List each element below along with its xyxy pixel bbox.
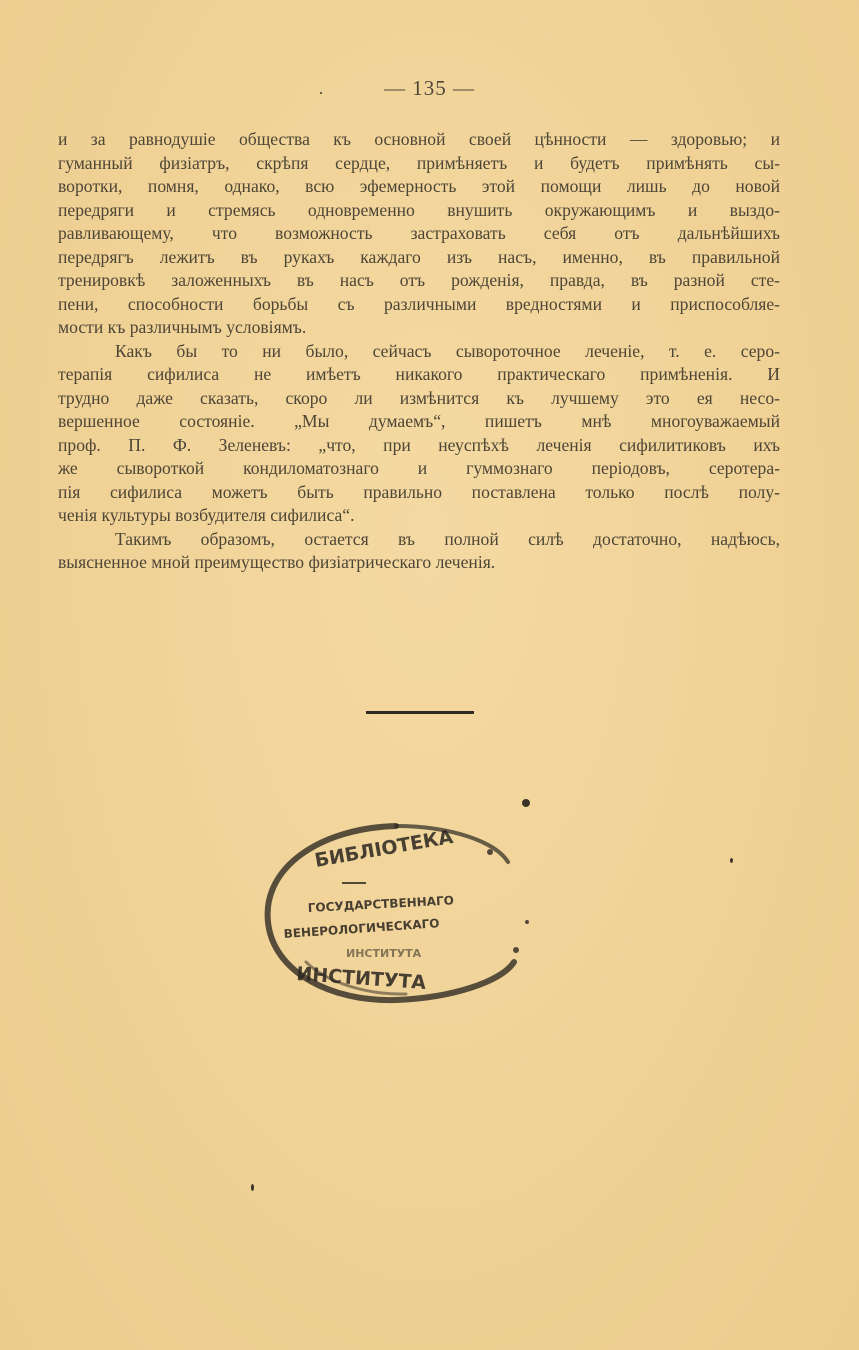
stamp-line-4: ИНСТИТУТА <box>346 947 422 960</box>
text-line: ченія культуры возбудителя сифилиса“. <box>58 505 355 525</box>
ink-speck <box>522 799 530 807</box>
text-line: равливающему, что возможность застраховать себя отъ дальнѣйшихъ <box>58 223 780 243</box>
stamp-line-5: ИНСТИТУТА <box>295 963 427 995</box>
text-line: же сывороткой кондиломатознаго и гуммознаго періодовъ, серотера- <box>58 458 780 478</box>
stamp-line-1: БИБЛІОТЕКА <box>313 825 455 872</box>
text-line: вершенное состояніе. „Мы думаемъ“, пишетъ мнѣ многоуважаемый <box>58 411 780 431</box>
text-line: передрягъ лежитъ въ рукахъ каждаго изъ насъ, именно, въ правильной <box>58 246 780 267</box>
text-line: воротки, помня, однако, всю эфемерность этой помощи лишь до новой <box>58 176 780 196</box>
page-number: — 135 — <box>384 76 475 100</box>
library-stamp <box>246 812 546 1012</box>
text-line: выясненное мной преимущество физіатрическаго леченія. <box>58 552 496 572</box>
section-divider <box>366 711 474 714</box>
text-line: передряги и стремясь одновременно внушить окружающимъ и выздо- <box>58 199 780 220</box>
ink-speck <box>320 92 322 94</box>
ink-speck <box>251 1184 254 1191</box>
text-line: терапія сифилиса не имѣетъ никакого практическаго примѣненія. И <box>58 364 780 384</box>
text-line: мости къ различнымъ условіямъ. <box>58 317 307 337</box>
text-line: трудно даже сказать, скоро ли измѣнится къ лучшему это ея несо- <box>58 387 780 408</box>
ink-speck <box>730 858 733 863</box>
stamp-line-3: ВЕНЕРОЛОГИЧЕСКАГО <box>283 916 440 941</box>
text-line: пія сифилиса можетъ быть правильно поставлена только послѣ полу- <box>58 481 780 502</box>
text-line: гуманный физіатръ, скрѣпя сердце, примѣняетъ и будетъ примѣнять сы- <box>58 152 780 173</box>
text-line: проф. П. Ф. Зеленевъ: „что, при неуспѣхѣ леченія сифилитиковъ ихъ <box>58 434 780 455</box>
body-text <box>58 128 780 575</box>
text-line: Такимъ образомъ, остается въ полной силѣ достаточно, надѣюсь, <box>115 528 780 549</box>
text-line: и за равнодушіе общества къ основной своей цѣнности — здоровью; и <box>58 129 780 149</box>
text-line: пени, способности борьбы съ различными вредностями и приспособляе- <box>58 293 780 314</box>
text-line: Какъ бы то ни было, сейчасъ сывороточное леченіе, т. е. серо- <box>115 340 780 361</box>
stamp-line-2: ГОСУДАРСТВЕННАГО <box>307 893 455 915</box>
text-line: тренировкѣ заложенныхъ въ насъ отъ рожденія, правда, въ разной сте- <box>58 270 780 290</box>
